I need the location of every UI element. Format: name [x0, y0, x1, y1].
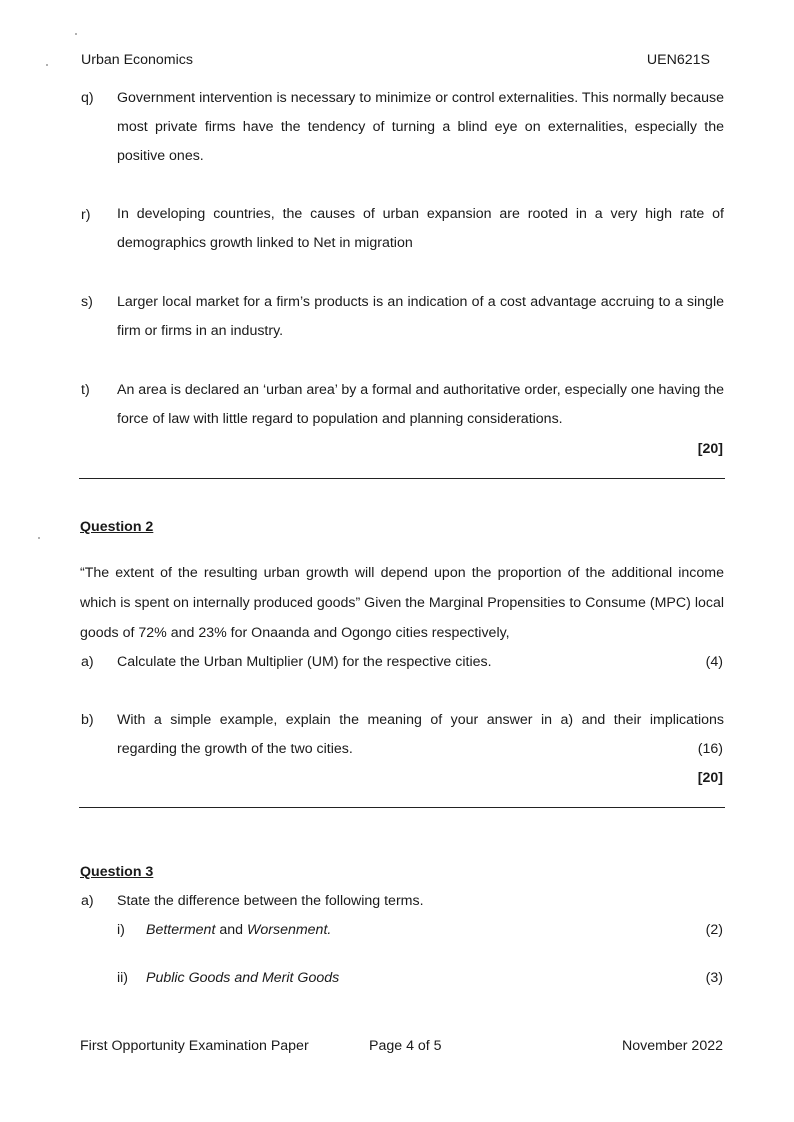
- item-text: Government intervention is necessary to minimize or control externalities. This normally because most private firms have the tendency of turning a blind eye on externalities, especially the positive ones.: [117, 90, 724, 164]
- part-label: a): [81, 893, 94, 909]
- part-text: Calculate the Urban Multiplier (UM) for the respective cities.: [117, 654, 492, 670]
- part-label: b): [81, 712, 94, 728]
- course-code: UEN621S: [646, 52, 710, 68]
- course-name: Urban Economics: [81, 52, 193, 68]
- scan-speck: [38, 537, 40, 539]
- question-intro: “The extent of the resulting urban growth will depend upon the proportion of the additional income which is spent on internally produced goods” Given the Marginal Propensities to Consume (MPC) local goods of 72% and 23% for Onaanda and Ogongo cities respectively,: [80, 565, 724, 641]
- scan-speck: [46, 64, 48, 66]
- question-title: Question 2: [80, 519, 154, 535]
- subpart-label: ii): [117, 970, 129, 986]
- item-text: Larger local market for a firm’s products is an indication of a cost advantage accruing to a single firm or firms in an industry.: [117, 294, 724, 339]
- total-marks: [20]: [697, 441, 723, 457]
- connector-text: and: [215, 922, 247, 938]
- total-marks: [20]: [697, 770, 723, 786]
- item-label: s): [81, 294, 93, 310]
- part-marks: (16): [697, 741, 723, 757]
- item-label: r): [81, 207, 91, 223]
- end-punct: .: [327, 922, 332, 938]
- part-text: regarding the growth of the two cities.: [117, 741, 353, 757]
- item-text: In developing countries, the causes of urban expansion are rooted in a very high rate of demographics growth linked to Net in migration: [117, 206, 724, 251]
- term-betterment: Betterment: [146, 922, 216, 938]
- section-divider: [79, 807, 725, 808]
- subpart-marks: (2): [705, 922, 723, 938]
- subpart-text: Public Goods and Merit Goods: [146, 970, 340, 986]
- footer-exam-label: First Opportunity Examination Paper: [80, 1038, 309, 1054]
- subpart-text: [146, 922, 331, 938]
- footer-page-number: Page 4 of 5: [369, 1038, 442, 1054]
- part-marks: (4): [705, 654, 723, 670]
- question-title: Question 3: [80, 864, 154, 880]
- scan-speck: [75, 33, 77, 35]
- item-label: q): [81, 90, 94, 106]
- part-label: a): [81, 654, 94, 670]
- term-worsenment: Worsenment: [246, 922, 328, 938]
- footer-date: November 2022: [622, 1038, 723, 1054]
- part-text: State the difference between the following terms.: [117, 893, 424, 909]
- subpart-marks: (3): [705, 970, 723, 986]
- subpart-label: i): [117, 922, 125, 938]
- section-divider: [79, 478, 725, 479]
- item-text: An area is declared an ‘urban area’ by a formal and authoritative order, especially one having the force of law with little regard to population and planning considerations.: [117, 382, 724, 427]
- item-label: t): [81, 382, 90, 398]
- part-text: With a simple example, explain the meaning of your answer in a) and their implications: [117, 712, 724, 728]
